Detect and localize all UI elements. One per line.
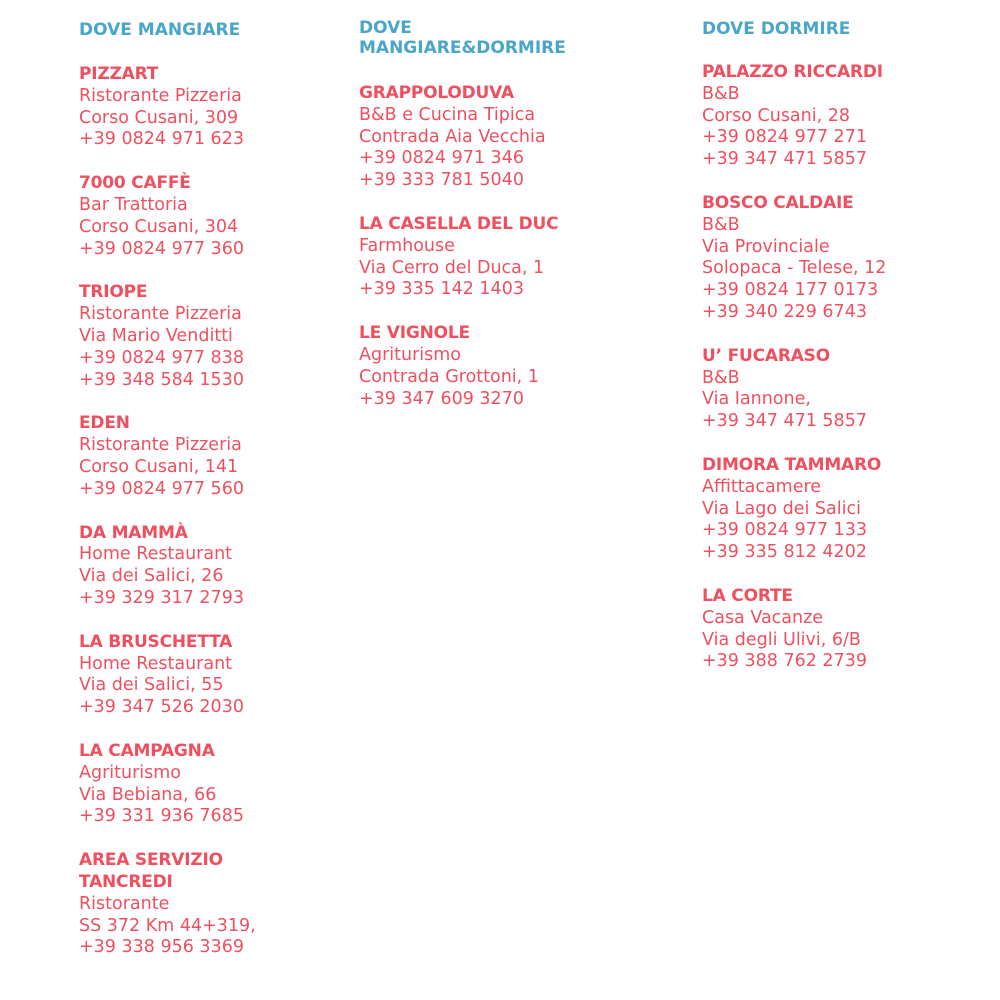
entry-detail: +39 333 781 5040 <box>359 170 524 191</box>
entry-name: LA BRUSCHETTA <box>79 631 233 652</box>
entry-name: DIMORA TAMMARO <box>702 454 882 475</box>
entry-detail: B&B <box>702 367 740 388</box>
entry-detail: Corso Cusani, 141 <box>79 456 239 477</box>
list-item <box>79 173 379 260</box>
column-title: DOVE DORMIRE <box>702 19 851 39</box>
entry-detail: Via Lago dei Salici <box>702 498 861 519</box>
entry-detail: Via dei Salici, 55 <box>79 675 224 696</box>
entry-detail: Home Restaurant <box>79 653 233 674</box>
entry-detail: +39 0824 971 346 <box>359 148 524 169</box>
entry-detail: Corso Cusani, 28 <box>702 105 851 126</box>
entry-detail: Ristorante Pizzeria <box>79 435 242 456</box>
entry-detail: +39 347 471 5857 <box>702 411 867 432</box>
entry-detail: +39 0824 977 133 <box>702 520 867 541</box>
entry-detail: +39 338 956 3369 <box>79 937 244 958</box>
entry-detail: Contrada Aia Vecchia <box>359 126 546 147</box>
column-dove-dormire <box>702 18 1000 695</box>
list-item <box>359 214 659 301</box>
entry-name: LA CORTE <box>702 585 793 606</box>
entry-detail: B&B e Cucina Tipica <box>359 104 536 125</box>
entry-detail: +39 335 142 1403 <box>359 279 524 300</box>
entry-name: LE VIGNOLE <box>359 323 470 344</box>
entry-name: TRIOPE <box>79 282 148 303</box>
entry-detail: Bar Trattoria <box>79 194 188 215</box>
entry-detail: Ristorante Pizzeria <box>79 304 242 325</box>
entry-detail: +39 329 317 2793 <box>79 587 244 608</box>
column-title: DOVE MANGIARE <box>79 20 241 40</box>
entry-name: LA CASELLA DEL DUC <box>359 213 559 234</box>
entry-name: PIZZART <box>79 64 159 84</box>
entry-detail: Ristorante Pizzeria <box>79 85 242 106</box>
entry-detail: +39 0824 971 623 <box>79 129 244 150</box>
entry-list <box>359 83 659 410</box>
entry-name: AREA SERVIZIO TANCREDI <box>79 850 223 892</box>
entry-detail: Contrada Grottoni, 1 <box>359 366 539 387</box>
entry-name: DA MAMMÀ <box>79 522 188 543</box>
list-item <box>702 193 1000 324</box>
list-item <box>79 523 379 610</box>
entry-detail: Via Provinciale <box>702 236 830 257</box>
column-title: DOVE MANGIARE&DORMIRE <box>359 18 566 58</box>
entry-detail: Home Restaurant <box>79 544 233 565</box>
list-item <box>79 632 379 719</box>
entry-detail: +39 347 471 5857 <box>702 149 867 170</box>
entry-detail: +39 348 584 1530 <box>79 369 244 390</box>
entry-detail: Ristorante <box>79 893 170 914</box>
entry-detail: Via Cerro del Duca, 1 <box>359 257 545 278</box>
entry-list <box>79 64 379 959</box>
entry-name: PALAZZO RICCARDI <box>702 62 883 82</box>
entry-detail: +39 347 609 3270 <box>359 388 524 409</box>
column-dove-mangiare <box>79 18 379 981</box>
list-item <box>79 741 379 828</box>
entry-detail: +39 0824 177 0173 <box>702 280 879 301</box>
entry-name: GRAPPOLODUVA <box>359 83 514 103</box>
entry-detail: Affittacamere <box>702 476 822 497</box>
entry-detail: +39 0824 977 560 <box>79 478 244 499</box>
list-item <box>79 282 379 391</box>
entry-detail: B&B <box>702 83 740 104</box>
entry-detail: +39 388 762 2739 <box>702 651 867 672</box>
list-item <box>359 83 659 192</box>
entry-name: BOSCO CALDAIE <box>702 192 854 213</box>
column-dove-mangiare-dormire <box>359 18 659 432</box>
list-item <box>702 62 1000 171</box>
entry-detail: B&B <box>702 214 740 235</box>
entry-detail: Casa Vacanze <box>702 607 824 628</box>
entry-detail: Corso Cusani, 304 <box>79 216 239 237</box>
entry-detail: Corso Cusani, 309 <box>79 107 239 128</box>
list-item <box>79 413 379 500</box>
entry-detail: +39 340 229 6743 <box>702 301 867 322</box>
list-item <box>359 323 659 410</box>
entry-name: 7000 CAFFÈ <box>79 173 191 194</box>
entry-detail: +39 0824 977 271 <box>702 127 867 148</box>
entry-detail: +39 335 812 4202 <box>702 542 867 563</box>
entry-detail: Farmhouse <box>359 235 455 256</box>
entry-detail: Via dei Salici, 26 <box>79 566 224 587</box>
entry-detail: Agriturismo <box>79 762 182 783</box>
entry-detail: Via Mario Venditti <box>79 325 233 346</box>
entry-name: LA CAMPAGNA <box>79 740 215 761</box>
list-item <box>702 346 1000 433</box>
entry-detail: Via Bebiana, 66 <box>79 784 217 805</box>
entry-detail: +39 331 936 7685 <box>79 806 244 827</box>
entry-name: U’ FUCARASO <box>702 345 830 366</box>
entry-detail: Via Iannone, <box>702 389 811 410</box>
list-item <box>79 850 379 959</box>
entry-name: EDEN <box>79 413 130 434</box>
entry-detail: +39 0824 977 838 <box>79 347 244 368</box>
entry-detail: Agriturismo <box>359 344 462 365</box>
list-item <box>702 455 1000 564</box>
entry-detail: +39 0824 977 360 <box>79 238 244 259</box>
list-item <box>79 64 379 151</box>
entry-detail: +39 347 526 2030 <box>79 697 244 718</box>
list-item <box>702 586 1000 673</box>
entry-detail: SS 372 Km 44+319, <box>79 915 256 936</box>
entry-detail: Solopaca - Telese, 12 <box>702 258 887 279</box>
entry-list <box>702 62 1000 673</box>
entry-detail: Via degli Ulivi, 6/B <box>702 629 861 650</box>
